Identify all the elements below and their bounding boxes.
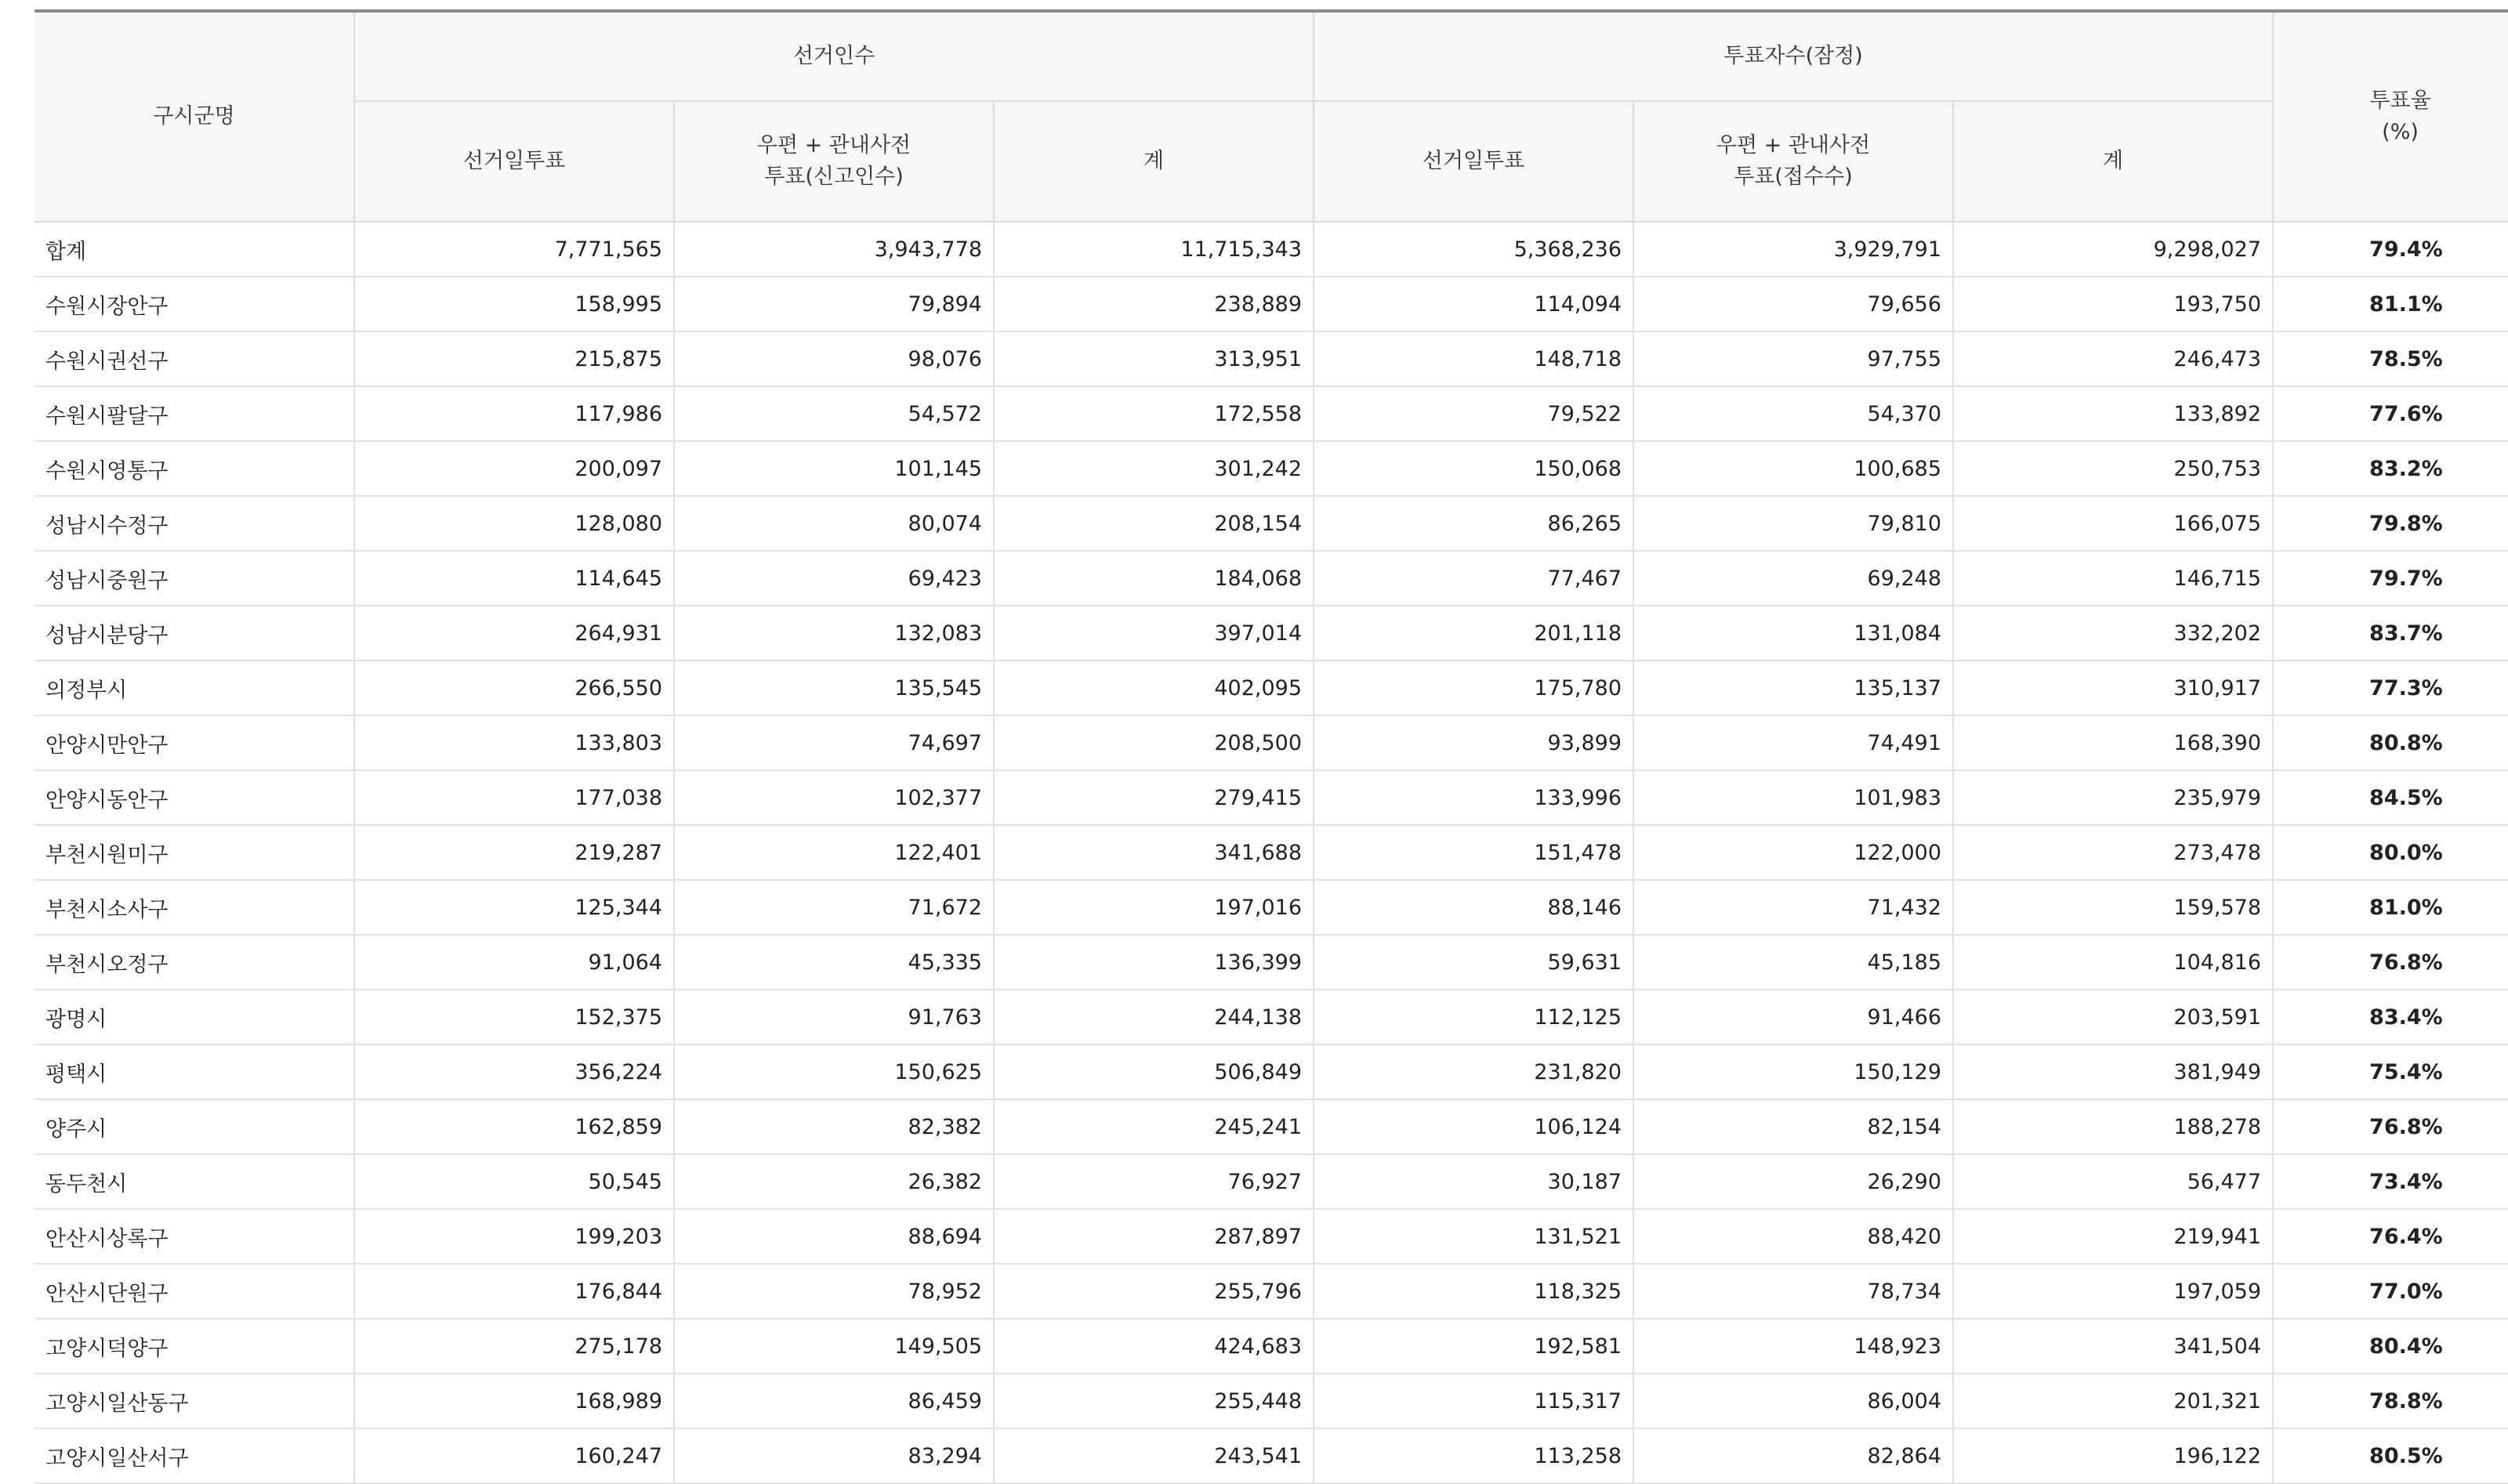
table-row [34,715,2508,770]
cell-turnout-rate: 79.4% [2273,222,2508,277]
table-body [34,222,2508,1483]
cell-electors-postal-presort: 150,625 [674,1044,994,1099]
cell-voters-total: 133,892 [1953,386,2273,441]
cell-voters-postal-presort: 82,864 [1633,1428,1953,1483]
cell-turnout-rate: 81.1% [2273,277,2508,331]
cell-region: 성남시수정구 [34,496,354,551]
cell-electors-election-day: 128,080 [354,496,674,551]
cell-electors-election-day: 7,771,565 [354,222,674,277]
cell-electors-election-day: 266,550 [354,661,674,715]
cell-voters-election-day: 88,146 [1314,880,1633,935]
cell-electors-election-day: 275,178 [354,1319,674,1374]
cell-region: 동두천시 [34,1154,354,1209]
cell-electors-total: 184,068 [994,551,1314,606]
cell-electors-postal-presort: 82,382 [674,1099,994,1154]
cell-voters-election-day: 175,780 [1314,661,1633,715]
table-row [34,606,2508,661]
header-region: 구시군명 [34,11,354,222]
cell-region: 광명시 [34,990,354,1044]
cell-voters-postal-presort: 79,656 [1633,277,1953,331]
cell-voters-total: 203,591 [1953,990,2273,1044]
cell-electors-total: 301,242 [994,441,1314,496]
cell-turnout-rate: 84.5% [2273,770,2508,825]
cell-electors-postal-presort: 78,952 [674,1264,994,1319]
cell-turnout-rate: 80.0% [2273,825,2508,880]
cell-voters-total: 9,298,027 [1953,222,2273,277]
cell-electors-postal-presort: 79,894 [674,277,994,331]
header-turnout: 투표율 (%) [2273,11,2508,222]
table-row [34,1374,2508,1428]
cell-voters-election-day: 30,187 [1314,1154,1633,1209]
cell-electors-total: 255,448 [994,1374,1314,1428]
cell-voters-election-day: 59,631 [1314,935,1633,990]
cell-turnout-rate: 77.0% [2273,1264,2508,1319]
cell-region: 고양시덕양구 [34,1319,354,1374]
header-voters-postal-presort: 우편 + 관내사전 투표(접수수) [1633,101,1953,222]
cell-voters-postal-presort: 135,137 [1633,661,1953,715]
cell-region: 수원시장안구 [34,277,354,331]
cell-voters-postal-presort: 91,466 [1633,990,1953,1044]
cell-turnout-rate: 80.8% [2273,715,2508,770]
cell-electors-election-day: 152,375 [354,990,674,1044]
cell-region: 고양시일산서구 [34,1428,354,1483]
table-row [34,661,2508,715]
header-electors-election-day: 선거일투표 [354,101,674,222]
cell-voters-total: 166,075 [1953,496,2273,551]
cell-electors-postal-presort: 83,294 [674,1428,994,1483]
cell-electors-postal-presort: 98,076 [674,331,994,386]
cell-electors-total: 279,415 [994,770,1314,825]
table-row [34,1264,2508,1319]
cell-electors-election-day: 133,803 [354,715,674,770]
cell-voters-election-day: 192,581 [1314,1319,1633,1374]
cell-region: 고양시일산동구 [34,1374,354,1428]
cell-electors-postal-presort: 69,423 [674,551,994,606]
cell-voters-election-day: 115,317 [1314,1374,1633,1428]
cell-voters-postal-presort: 150,129 [1633,1044,1953,1099]
cell-voters-postal-presort: 26,290 [1633,1154,1953,1209]
cell-electors-total: 76,927 [994,1154,1314,1209]
cell-turnout-rate: 81.0% [2273,880,2508,935]
cell-turnout-rate: 77.6% [2273,386,2508,441]
table-row [34,277,2508,331]
cell-electors-postal-presort: 132,083 [674,606,994,661]
table-row [34,990,2508,1044]
cell-voters-total: 168,390 [1953,715,2273,770]
cell-voters-total: 341,504 [1953,1319,2273,1374]
turnout-table [34,9,2508,1484]
cell-region: 안산시단원구 [34,1264,354,1319]
cell-voters-postal-presort: 45,185 [1633,935,1953,990]
cell-electors-postal-presort: 74,697 [674,715,994,770]
cell-electors-postal-presort: 88,694 [674,1209,994,1264]
cell-electors-total: 208,500 [994,715,1314,770]
cell-region: 안산시상록구 [34,1209,354,1264]
cell-voters-postal-presort: 74,491 [1633,715,1953,770]
cell-electors-total: 313,951 [994,331,1314,386]
cell-voters-election-day: 131,521 [1314,1209,1633,1264]
cell-electors-postal-presort: 71,672 [674,880,994,935]
cell-region: 양주시 [34,1099,354,1154]
cell-voters-election-day: 113,258 [1314,1428,1633,1483]
cell-voters-postal-presort: 79,810 [1633,496,1953,551]
table-row [34,441,2508,496]
turnout-table-container [34,9,2508,1484]
cell-electors-election-day: 117,986 [354,386,674,441]
cell-electors-postal-presort: 91,763 [674,990,994,1044]
cell-electors-election-day: 162,859 [354,1099,674,1154]
cell-voters-election-day: 201,118 [1314,606,1633,661]
cell-voters-postal-presort: 71,432 [1633,880,1953,935]
cell-region: 부천시오정구 [34,935,354,990]
cell-voters-postal-presort: 148,923 [1633,1319,1953,1374]
cell-electors-total: 244,138 [994,990,1314,1044]
cell-voters-election-day: 118,325 [1314,1264,1633,1319]
cell-turnout-rate: 78.5% [2273,331,2508,386]
cell-region: 성남시분당구 [34,606,354,661]
table-row [34,825,2508,880]
header-electors-postal-presort: 우편 + 관내사전 투표(신고인수) [674,101,994,222]
cell-electors-postal-presort: 80,074 [674,496,994,551]
cell-region: 안양시만안구 [34,715,354,770]
cell-electors-total: 11,715,343 [994,222,1314,277]
header-voters-election-day: 선거일투표 [1314,101,1633,222]
cell-electors-election-day: 215,875 [354,331,674,386]
cell-voters-total: 159,578 [1953,880,2273,935]
cell-electors-total: 424,683 [994,1319,1314,1374]
cell-electors-postal-presort: 122,401 [674,825,994,880]
cell-voters-election-day: 112,125 [1314,990,1633,1044]
table-row-total [34,222,2508,277]
cell-voters-election-day: 231,820 [1314,1044,1633,1099]
cell-voters-postal-presort: 54,370 [1633,386,1953,441]
cell-voters-total: 273,478 [1953,825,2273,880]
cell-turnout-rate: 76.4% [2273,1209,2508,1264]
cell-electors-postal-presort: 149,505 [674,1319,994,1374]
header-electors-total: 계 [994,101,1314,222]
cell-voters-total: 381,949 [1953,1044,2273,1099]
cell-electors-election-day: 356,224 [354,1044,674,1099]
table-row [34,331,2508,386]
cell-electors-total: 197,016 [994,880,1314,935]
cell-voters-total: 146,715 [1953,551,2273,606]
cell-voters-election-day: 114,094 [1314,277,1633,331]
cell-electors-postal-presort: 45,335 [674,935,994,990]
cell-electors-election-day: 91,064 [354,935,674,990]
cell-turnout-rate: 83.2% [2273,441,2508,496]
cell-region: 합계 [34,222,354,277]
cell-turnout-rate: 76.8% [2273,935,2508,990]
cell-region: 수원시영통구 [34,441,354,496]
cell-region: 수원시권선구 [34,331,354,386]
cell-voters-election-day: 79,522 [1314,386,1633,441]
table-row [34,1154,2508,1209]
cell-voters-postal-presort: 78,734 [1633,1264,1953,1319]
cell-electors-total: 238,889 [994,277,1314,331]
cell-electors-total: 341,688 [994,825,1314,880]
cell-region: 안양시동안구 [34,770,354,825]
cell-voters-postal-presort: 86,004 [1633,1374,1953,1428]
cell-voters-election-day: 148,718 [1314,331,1633,386]
cell-voters-postal-presort: 88,420 [1633,1209,1953,1264]
cell-electors-election-day: 158,995 [354,277,674,331]
cell-electors-total: 287,897 [994,1209,1314,1264]
cell-voters-election-day: 5,368,236 [1314,222,1633,277]
table-header [34,11,2508,222]
cell-electors-postal-presort: 54,572 [674,386,994,441]
cell-region: 의정부시 [34,661,354,715]
cell-voters-total: 332,202 [1953,606,2273,661]
cell-turnout-rate: 77.3% [2273,661,2508,715]
cell-region: 평택시 [34,1044,354,1099]
cell-voters-election-day: 86,265 [1314,496,1633,551]
cell-region: 부천시소사구 [34,880,354,935]
cell-voters-postal-presort: 82,154 [1633,1099,1953,1154]
cell-voters-postal-presort: 100,685 [1633,441,1953,496]
table-row [34,1319,2508,1374]
cell-turnout-rate: 79.7% [2273,551,2508,606]
table-row [34,935,2508,990]
cell-turnout-rate: 83.4% [2273,990,2508,1044]
cell-turnout-rate: 80.5% [2273,1428,2508,1483]
table-row [34,770,2508,825]
cell-voters-total: 250,753 [1953,441,2273,496]
cell-electors-postal-presort: 26,382 [674,1154,994,1209]
cell-voters-total: 56,477 [1953,1154,2273,1209]
table-row [34,496,2508,551]
cell-electors-election-day: 125,344 [354,880,674,935]
cell-voters-total: 104,816 [1953,935,2273,990]
table-row [34,386,2508,441]
cell-voters-election-day: 77,467 [1314,551,1633,606]
cell-electors-election-day: 264,931 [354,606,674,661]
cell-voters-total: 196,122 [1953,1428,2273,1483]
cell-voters-total: 219,941 [1953,1209,2273,1264]
cell-electors-election-day: 219,287 [354,825,674,880]
cell-voters-postal-presort: 122,000 [1633,825,1953,880]
cell-electors-election-day: 200,097 [354,441,674,496]
cell-electors-election-day: 176,844 [354,1264,674,1319]
cell-voters-total: 235,979 [1953,770,2273,825]
cell-electors-total: 243,541 [994,1428,1314,1483]
cell-voters-election-day: 133,996 [1314,770,1633,825]
cell-voters-total: 188,278 [1953,1099,2273,1154]
cell-electors-election-day: 199,203 [354,1209,674,1264]
table-row [34,1099,2508,1154]
cell-turnout-rate: 78.8% [2273,1374,2508,1428]
cell-electors-total: 172,558 [994,386,1314,441]
header-voters-group: 투표자수(잠정) [1314,11,2273,101]
cell-electors-election-day: 177,038 [354,770,674,825]
header-electors-group: 선거인수 [354,11,1314,101]
cell-turnout-rate: 83.7% [2273,606,2508,661]
cell-voters-election-day: 106,124 [1314,1099,1633,1154]
cell-electors-postal-presort: 135,545 [674,661,994,715]
cell-electors-election-day: 160,247 [354,1428,674,1483]
table-row [34,1428,2508,1483]
header-voters-total: 계 [1953,101,2273,222]
cell-voters-election-day: 150,068 [1314,441,1633,496]
table-row [34,1209,2508,1264]
cell-turnout-rate: 75.4% [2273,1044,2508,1099]
cell-electors-total: 506,849 [994,1044,1314,1099]
cell-voters-total: 193,750 [1953,277,2273,331]
cell-electors-total: 255,796 [994,1264,1314,1319]
cell-voters-postal-presort: 97,755 [1633,331,1953,386]
cell-voters-total: 310,917 [1953,661,2273,715]
cell-electors-election-day: 168,989 [354,1374,674,1428]
cell-voters-postal-presort: 101,983 [1633,770,1953,825]
table-row [34,880,2508,935]
cell-region: 성남시중원구 [34,551,354,606]
table-row [34,1044,2508,1099]
cell-electors-total: 136,399 [994,935,1314,990]
cell-electors-total: 245,241 [994,1099,1314,1154]
cell-turnout-rate: 79.8% [2273,496,2508,551]
cell-voters-election-day: 151,478 [1314,825,1633,880]
cell-voters-postal-presort: 131,084 [1633,606,1953,661]
cell-voters-postal-presort: 69,248 [1633,551,1953,606]
cell-voters-postal-presort: 3,929,791 [1633,222,1953,277]
cell-electors-postal-presort: 101,145 [674,441,994,496]
cell-turnout-rate: 76.8% [2273,1099,2508,1154]
cell-region: 부천시원미구 [34,825,354,880]
table-row [34,551,2508,606]
cell-electors-postal-presort: 86,459 [674,1374,994,1428]
cell-electors-election-day: 50,545 [354,1154,674,1209]
cell-voters-total: 246,473 [1953,331,2273,386]
cell-electors-postal-presort: 102,377 [674,770,994,825]
cell-electors-total: 402,095 [994,661,1314,715]
cell-region: 수원시팔달구 [34,386,354,441]
cell-turnout-rate: 80.4% [2273,1319,2508,1374]
cell-turnout-rate: 73.4% [2273,1154,2508,1209]
cell-electors-total: 397,014 [994,606,1314,661]
cell-electors-election-day: 114,645 [354,551,674,606]
cell-voters-total: 201,321 [1953,1374,2273,1428]
cell-voters-election-day: 93,899 [1314,715,1633,770]
cell-voters-total: 197,059 [1953,1264,2273,1319]
cell-electors-total: 208,154 [994,496,1314,551]
cell-electors-postal-presort: 3,943,778 [674,222,994,277]
